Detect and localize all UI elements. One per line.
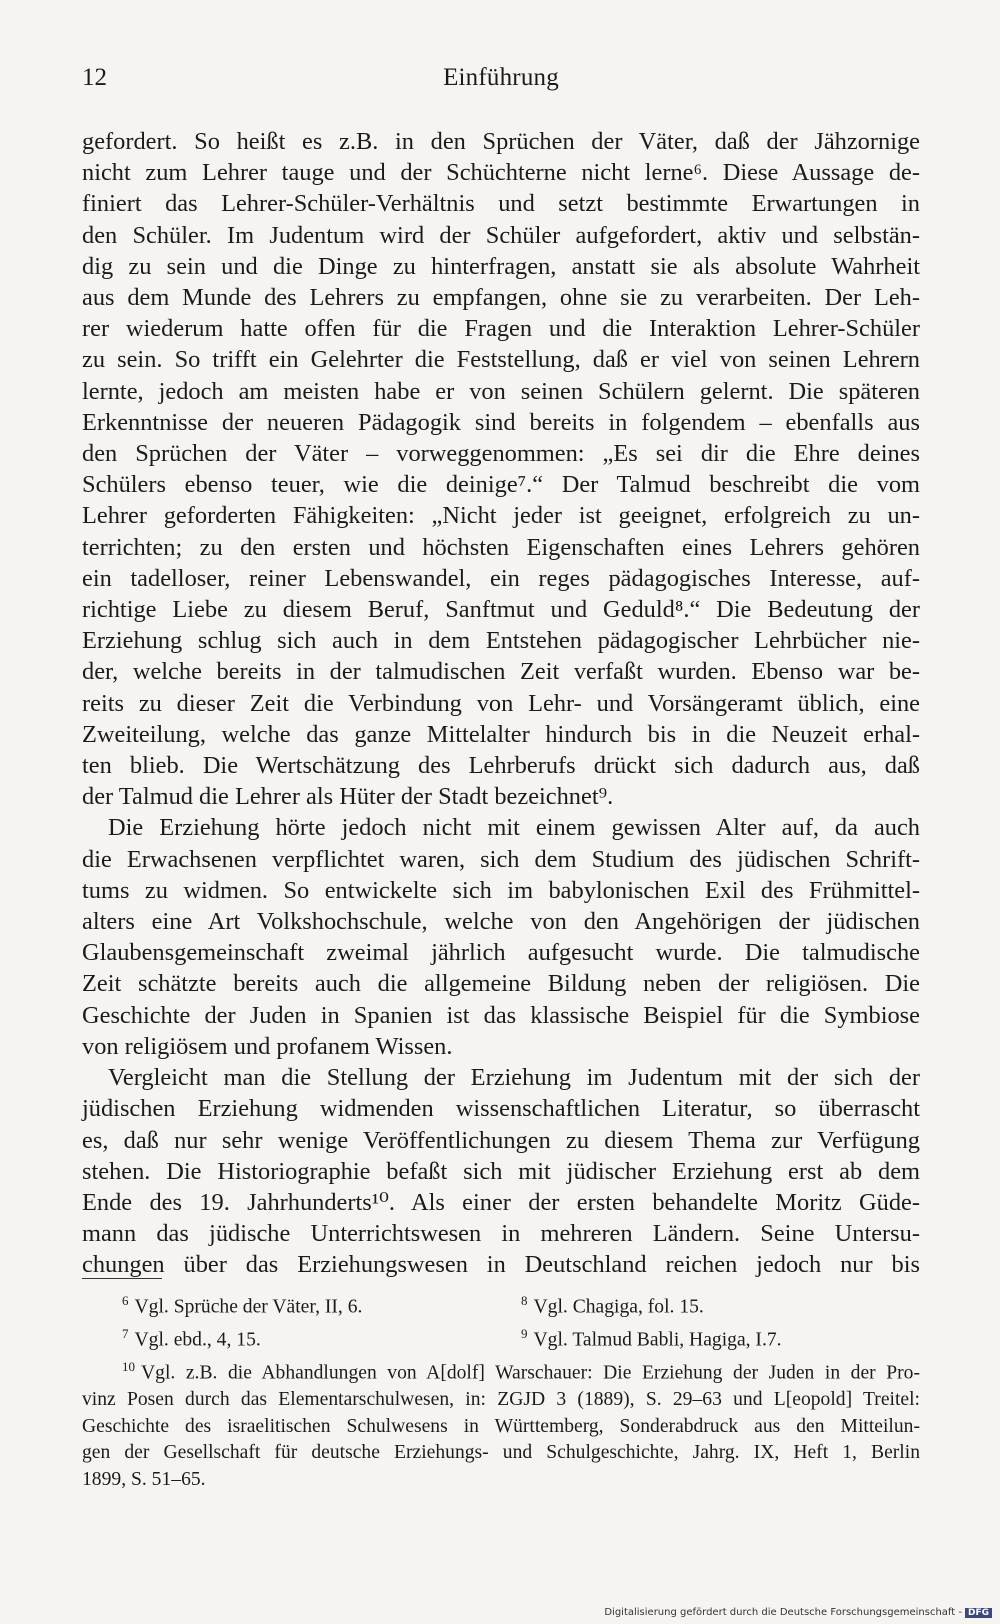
digitization-credit	[604, 1607, 992, 1618]
footnote-number: 6	[122, 1293, 129, 1308]
footnote-number: 9	[521, 1326, 528, 1342]
footnote-line	[82, 1354, 920, 1387]
footnote-line: gen der Gesellschaft für deutsche Erziehungs- und Schulgeschichte, Jahrg. IX, Heft 1, Berlin	[82, 1442, 920, 1464]
footnote-divider	[82, 1278, 162, 1279]
footnotes	[82, 1288, 920, 1493]
text-line: gefordert. So heißt es z.B. in den Sprüchen der Väter, daß der Jähzornige	[82, 128, 920, 155]
text-line: mann das jüdische Unterrichtswesen in mehreren Ländern. Seine Untersu-	[82, 1220, 920, 1248]
footnote-number: 8	[521, 1293, 528, 1308]
text-line: den Schüler. Im Judentum wird der Schüler aufgefordert, aktiv und selbstän-	[82, 221, 920, 249]
footnote-number: 10	[122, 1359, 135, 1375]
page-number: 12	[82, 64, 107, 91]
text-line: Die Erziehung hörte jedoch nicht mit einem gewissen Alter auf, da auch	[108, 814, 920, 842]
text-line: Geschichte der Juden in Spanien ist das klassische Beispiel für die Symbiose	[82, 1001, 920, 1029]
text-line: Zeit schätzte bereits auch die allgemeine Bildung neben der religiösen. Die	[82, 970, 920, 998]
footnote-7	[82, 1321, 521, 1354]
footnote-text: Vgl. ebd., 4, 15.	[134, 1329, 261, 1351]
text-line: Glaubensgemeinschaft zweimal jährlich aufgesucht wurde. Die talmudische	[82, 939, 920, 967]
body-text	[82, 126, 920, 1281]
footnote-line: 1899, S. 51–65.	[82, 1468, 206, 1490]
text-line: lernte, jedoch am meisten habe er von seinen Schülern gelernt. Die späteren	[82, 377, 920, 405]
footnote-9	[521, 1321, 920, 1354]
text-line: ein tadelloser, reiner Lebenswandel, ein reges pädagogisches Interesse, auf-	[82, 564, 920, 592]
text-line: terrichten; zu den ersten und höchsten Eigenschaften eines Lehrers gehören	[82, 533, 920, 561]
text-line: tums zu widmen. So entwickelte sich im babylonischen Exil des Frühmittel-	[82, 876, 920, 904]
text-line: ten blieb. Die Wertschätzung des Lehrberufs drückt sich dadurch aus, daß	[82, 752, 920, 780]
footnote-6	[82, 1288, 521, 1321]
text-line: Erziehung schlug sich auch in dem Entstehen pädagogischer Lehrbücher nie-	[82, 627, 920, 655]
text-line: stehen. Die Historiographie befaßt sich mit jüdischer Erziehung erst ab dem	[82, 1157, 920, 1185]
text-line: chungen über das Erziehungswesen in Deutschland reichen jedoch nur bis	[82, 1251, 920, 1279]
text-line: Ende des 19. Jahrhunderts¹⁰. Als einer der ersten behandelte Moritz Güde-	[82, 1188, 920, 1216]
text-line: alters eine Art Volkshochschule, welche von den Angehörigen der jüdischen	[82, 908, 920, 936]
text-line: den Sprüchen der Väter – vorweggenommen: „Es sei dir die Ehre deines	[82, 440, 920, 468]
footnote-text: Vgl. Sprüche der Väter, II, 6.	[134, 1296, 363, 1318]
text-line: Lehrer geforderten Fähigkeiten: „Nicht jeder ist geeignet, erfolgreich zu un-	[82, 502, 920, 530]
footnote-row	[82, 1288, 920, 1321]
footnote-line: vinz Posen durch das Elementarschulwesen, in: ZGJD 3 (1889), S. 29–63 und L[eopold] Treitel:	[82, 1389, 920, 1411]
text-line: nicht zum Lehrer tauge und der Schüchterne nicht lerne⁶. Diese Aussage de-	[82, 159, 920, 187]
footnote-text: Vgl. Chagiga, fol. 15.	[533, 1296, 704, 1318]
text-line: Schülers ebenso teuer, wie die deinige⁷.“ Der Talmud beschreibt die vom	[82, 471, 920, 499]
footnote-8	[521, 1288, 920, 1321]
text-line: Erkenntnisse der neueren Pädagogik sind bereits in folgendem – ebenfalls aus	[82, 408, 920, 436]
paragraph-2	[82, 812, 920, 1062]
text-line: jüdischen Erziehung widmenden wissenschaftlichen Literatur, so überrascht	[82, 1095, 920, 1123]
text-line: die Erwachsenen verpflichtet waren, sich dem Studium des jüdischen Schrift-	[82, 845, 920, 873]
text-line: von religiösem und profanem Wissen.	[82, 1032, 453, 1060]
paragraph-3	[82, 1062, 920, 1280]
text-line: der, welche bereits in der talmudischen Zeit verfaßt wurden. Ebenso war be-	[82, 658, 920, 686]
footnote-row	[82, 1321, 920, 1354]
text-line: dig zu sein und die Dinge zu hinterfragen, anstatt sie als absolute Wahrheit	[82, 252, 920, 280]
text-line: es, daß nur sehr wenige Veröffentlichungen zu diesem Thema zur Verfügung	[82, 1126, 920, 1154]
page-header	[82, 64, 920, 100]
text-line: richtige Liebe zu diesem Beruf, Sanftmut und Geduld⁸.“ Die Bedeutung der	[82, 596, 920, 624]
dfg-logo: DFG	[965, 1608, 992, 1618]
text-line: Vergleicht man die Stellung der Erziehung im Judentum mit der sich der	[108, 1064, 920, 1092]
footnote-text: Vgl. Talmud Babli, Hagiga, I.7.	[533, 1329, 782, 1351]
footnote-number: 7	[122, 1326, 129, 1342]
credit-text: Digitalisierung gefördert durch die Deutsche Forschungsgemeinschaft -	[604, 1607, 962, 1618]
text-line: der Talmud die Lehrer als Hüter der Stadt bezeichnet⁹.	[82, 783, 614, 811]
text-line: aus dem Munde des Lehrers zu empfangen, ohne sie zu verarbeiten. Der Leh-	[82, 284, 920, 312]
text-line: Zweiteilung, welche das ganze Mittelalter hindurch bis in die Neuzeit erhal-	[82, 720, 920, 748]
running-head: Einführung	[443, 64, 559, 91]
footnote-text: Vgl. z.B. die Abhandlungen von A[dolf] Warschauer: Die Erziehung der Juden in der Pro-	[141, 1362, 920, 1384]
text-line: finiert das Lehrer-Schüler-Verhältnis und setzt bestimmte Erwartungen in	[82, 190, 920, 218]
footnote-10	[82, 1354, 920, 1493]
paragraph-1	[82, 126, 920, 812]
text-line: zu sein. So trifft ein Gelehrter die Feststellung, daß er viel von seinen Lehrern	[82, 346, 920, 374]
footnote-line: Geschichte des israelitischen Schulwesens in Württemberg, Sonderabdruck aus den Mitteilun-	[82, 1415, 920, 1437]
text-line: reits zu dieser Zeit die Verbindung von Lehr- und Vorsängeramt üblich, eine	[82, 689, 920, 717]
text-line: rer wiederum hatte offen für die Fragen und die Interaktion Lehrer-Schüler	[82, 315, 920, 343]
